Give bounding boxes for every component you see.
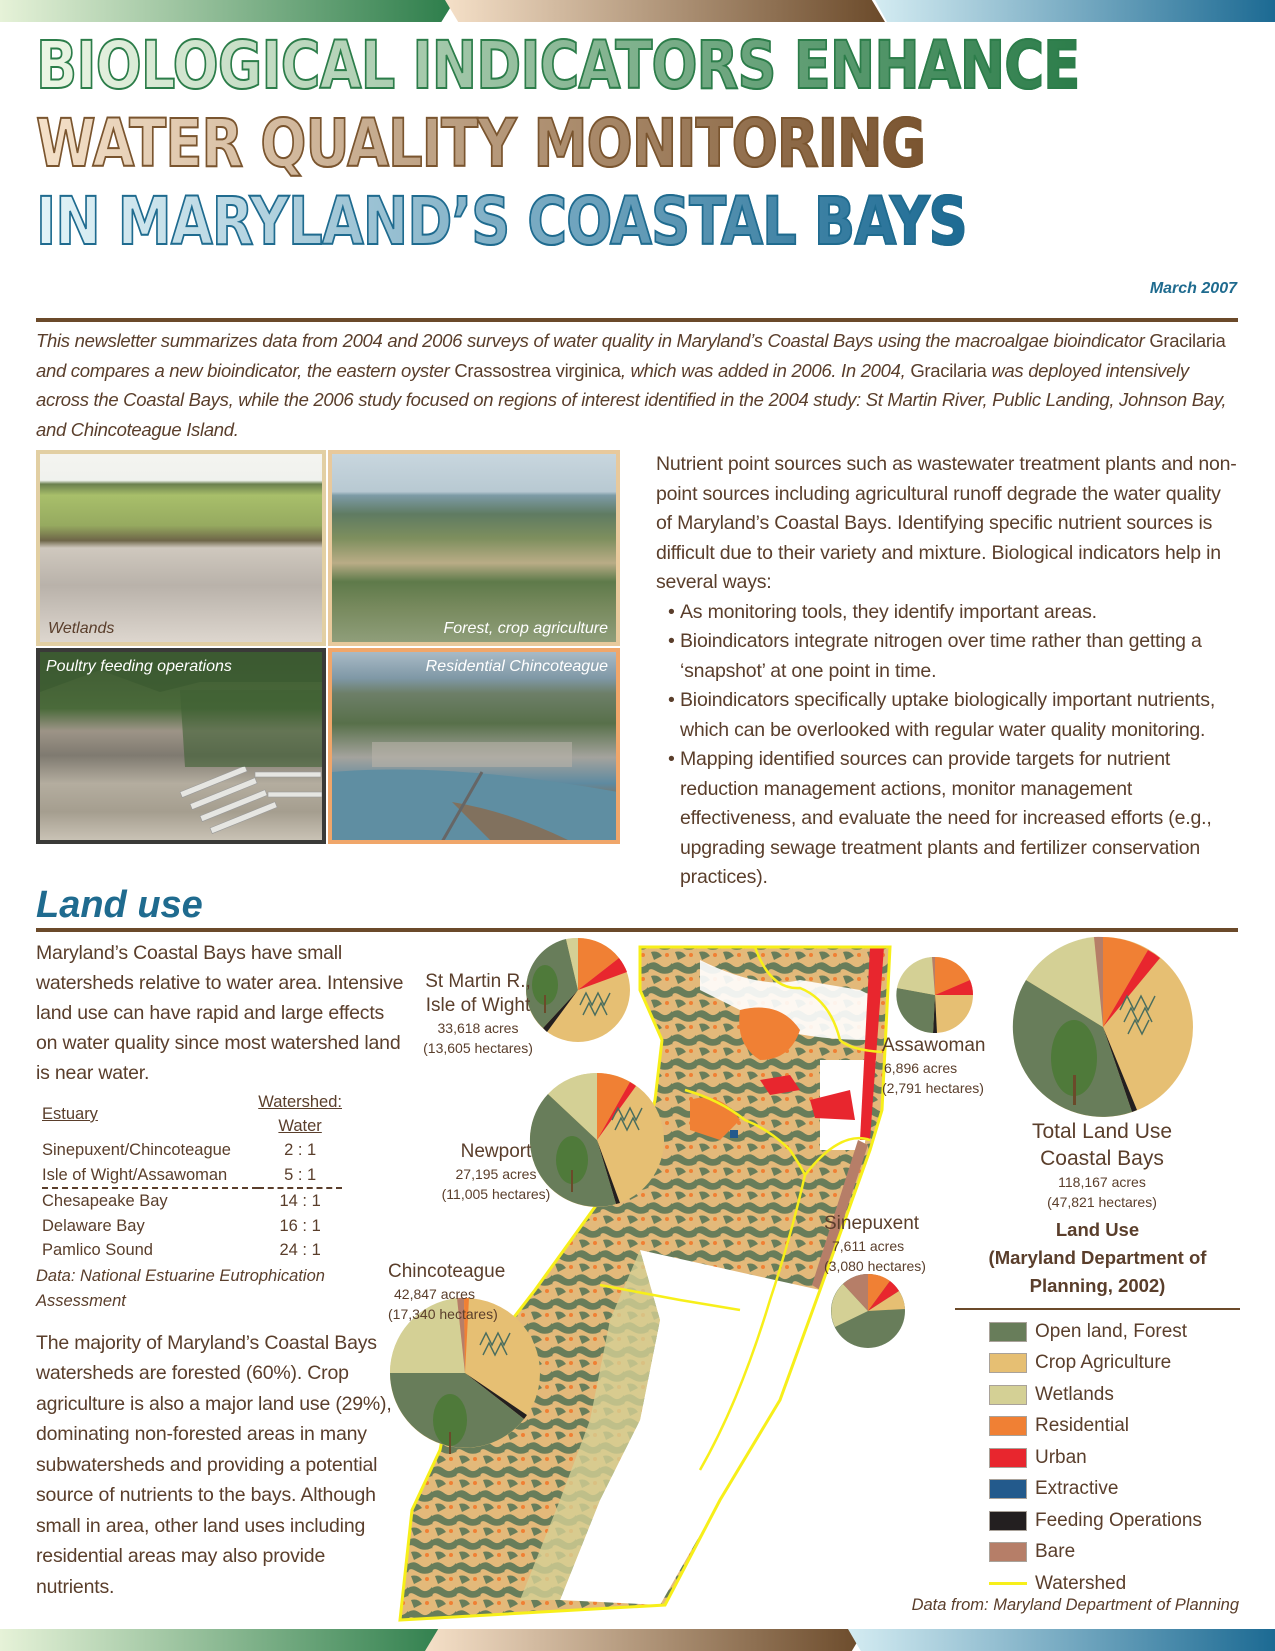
pie-acres: 118,167 acres	[1058, 1174, 1146, 1190]
title-line-3: IN MARYLAND’S COASTAL BAYS	[36, 183, 967, 260]
pie-hectares: (47,821 hectares)	[1047, 1194, 1157, 1210]
nutrient-paragraph: Nutrient point sources such as wastewater treatment plants and non-point sources including agricultural runoff degrade the water quality of Maryland’s Coastal Bays. Identifying specific nutrient sources is difficult due to their variety and mixture. Biological indicators help in several ways:	[656, 453, 1237, 593]
pie-sinepuxent	[831, 1274, 905, 1348]
pie-name: Isle of Wight	[425, 995, 531, 1016]
pie-name: Assawoman	[882, 1035, 986, 1056]
bottom-color-band	[0, 1629, 1275, 1651]
legend-label: Crop Agriculture	[1035, 1352, 1172, 1374]
label-chincoteague	[388, 1260, 518, 1324]
band-brown	[425, 1629, 865, 1651]
legend-title: Land Use	[1055, 1219, 1140, 1240]
pie-name: Chincoteague	[388, 1261, 506, 1282]
photo-caption: Poultry feeding operations	[46, 658, 232, 675]
swatch-icon	[989, 1385, 1027, 1405]
swatch-icon	[989, 1353, 1027, 1373]
pie-total-coastal-bays	[1013, 937, 1193, 1117]
bullet-item: • Mapping identified sources can provide targets for nutrient reduction management actions, monitor management effectiveness, and evaluate the need for increased efforts (e.g., upgrading sewage treatment plants and fertilizer conservation practices).	[668, 745, 1241, 893]
label-total	[1012, 1118, 1192, 1212]
estuary-name: Pamlico Sound	[42, 1241, 153, 1259]
title-line-2: WATER QUALITY MONITORING	[36, 105, 926, 182]
table-source: Data: National Estuarine Eutrophication Assessment	[36, 1266, 325, 1310]
ratio-value: 24 : 1	[279, 1241, 321, 1259]
legend-label: Wetlands	[1035, 1383, 1114, 1405]
legend-label: Open land, Forest	[1035, 1320, 1188, 1342]
swatch-icon	[989, 1479, 1027, 1499]
legend-title: Planning, 2002)	[1029, 1275, 1166, 1296]
pie-acres: 33,618 acres	[437, 1020, 519, 1036]
issue-date: March 2007	[1149, 280, 1237, 297]
column-header-estuary: Estuary	[42, 1105, 98, 1123]
estuary-name: Chesapeake Bay	[42, 1192, 168, 1210]
band-green	[0, 1629, 455, 1651]
bullet-item: • As monitoring tools, they identify important areas.	[668, 598, 1241, 628]
photo-caption: Residential Chincoteague	[425, 658, 608, 675]
intro-species-gracilaria-2: Gracilaria	[910, 359, 987, 381]
legend-item-crop	[989, 1348, 1240, 1380]
photo-caption: Forest, crop agriculture	[443, 620, 608, 637]
intro-seg-2: and compares a new bioindicator, the eastern oyster	[36, 359, 455, 381]
intro-species-crassostrea: Crassostrea virginica	[454, 359, 621, 381]
swatch-icon	[989, 1416, 1027, 1436]
pie-name: Sinepuxent	[824, 1213, 920, 1234]
photo-caption: Wetlands	[48, 620, 115, 637]
swatch-icon	[989, 1448, 1027, 1468]
estuary-name: Isle of Wight/Assawoman	[42, 1163, 258, 1189]
legend-label: Bare	[1035, 1541, 1076, 1563]
pie-acres: 7,611 acres	[832, 1238, 905, 1254]
legend-label: Urban	[1035, 1446, 1087, 1468]
pie-hectares: (13,605 hectares)	[423, 1040, 533, 1056]
legend-item-forest	[989, 1316, 1240, 1348]
legend-item-bare	[989, 1537, 1240, 1569]
land-use-legend	[955, 1216, 1240, 1600]
ratio-value: 14 : 1	[279, 1192, 321, 1210]
legend-item-watershed	[989, 1568, 1240, 1600]
label-st-martin	[408, 970, 548, 1058]
legend-item-urban	[989, 1442, 1240, 1474]
legend-item-extractive	[989, 1474, 1240, 1506]
legend-divider	[955, 1308, 1240, 1310]
ratio-value: 2 : 1	[284, 1141, 317, 1159]
pie-acres: 42,847 acres	[394, 1286, 475, 1302]
legend-title: (Maryland Department of	[988, 1247, 1207, 1268]
swatch-icon	[989, 1322, 1027, 1342]
ratio-value: 5 : 1	[258, 1163, 342, 1189]
pie-name: St Martin R.,	[425, 971, 531, 992]
pie-hectares: (17,340 hectares)	[388, 1306, 498, 1322]
pie-acres: 27,195 acres	[455, 1166, 537, 1182]
legend-label: Residential	[1035, 1415, 1129, 1437]
line-swatch-icon	[989, 1582, 1027, 1585]
intro-species-gracilaria: Gracilaria	[1149, 330, 1226, 351]
column-header-ratio: Watershed: Water	[258, 1093, 342, 1135]
pie-acres: 6,896 acres	[884, 1060, 958, 1076]
estuary-name: Delaware Bay	[42, 1216, 145, 1235]
land-use-paragraph-1: Maryland’s Coastal Bays have small watersheds relative to water area. Intensive land use can have rapid and large effects on water quality since most watershed land is near water.	[36, 942, 404, 1084]
pie-name: Coastal Bays	[1040, 1147, 1164, 1170]
intro-seg-6: was deployed intensively across the Coastal Bays, while the 2006 study focused on regions of interest identified in the 2004 study: St Martin River, Public Landing, Johnson Bay, and Chincoteague Island.	[36, 359, 1227, 440]
bullet-item: • Bioindicators integrate nitrogen over time rather than getting a ‘snapshot’ at one point in time.	[668, 627, 1241, 686]
pie-name: Total Land Use	[1031, 1120, 1173, 1143]
label-assawoman	[882, 1034, 1002, 1098]
title-line-1: BIOLOGICAL INDICATORS ENHANCE	[36, 27, 1080, 104]
pie-assawoman	[896, 957, 973, 1033]
pie-hectares: (3,080 hectares)	[824, 1258, 926, 1274]
land-use-paragraph-2: The majority of Maryland’s Coastal Bays watersheds are forested (60%). Crop agriculture is also a major land use (29%), dominating non-forested areas in many subwatersheds and providing a potential source of nutrients to the bays. Although small in area, other land uses including residential areas may also provide nutrients.	[36, 1331, 392, 1598]
label-sinepuxent	[824, 1212, 944, 1276]
legend-item-residential	[989, 1411, 1240, 1443]
pie-hectares: (2,791 hectares)	[882, 1080, 984, 1096]
label-newport	[436, 1140, 556, 1204]
intro-seg-0: This newsletter summarizes data from 2004 and 2006 surveys of water quality in Maryland’s Coastal Bays using the macroalgae bioindicator	[36, 330, 1150, 351]
swatch-icon	[989, 1542, 1027, 1562]
pie-hectares: (11,005 hectares)	[441, 1186, 551, 1202]
land-use-heading: Land use	[36, 884, 203, 926]
intro-seg-4: , which was added in 2006. In 2004,	[620, 359, 911, 381]
swatch-icon	[989, 1511, 1027, 1531]
legend-item-feeding	[989, 1505, 1240, 1537]
ratio-value: 16 : 1	[279, 1216, 321, 1235]
legend-label: Watershed	[1035, 1572, 1127, 1594]
legend-label: Feeding Operations	[1035, 1509, 1202, 1531]
legend-item-wetlands	[989, 1379, 1240, 1411]
bullet-item: • Bioindicators specifically uptake biologically important nutrients, which can be overlooked with regular water quality monitoring.	[668, 686, 1241, 745]
legend-label: Extractive	[1035, 1478, 1119, 1500]
band-blue	[848, 1629, 1275, 1651]
estuary-name: Sinepuxent/Chincoteague	[42, 1141, 231, 1159]
map-data-source: Data from: Maryland Department of Planning	[911, 1596, 1239, 1614]
pie-name: Newport	[460, 1141, 532, 1162]
